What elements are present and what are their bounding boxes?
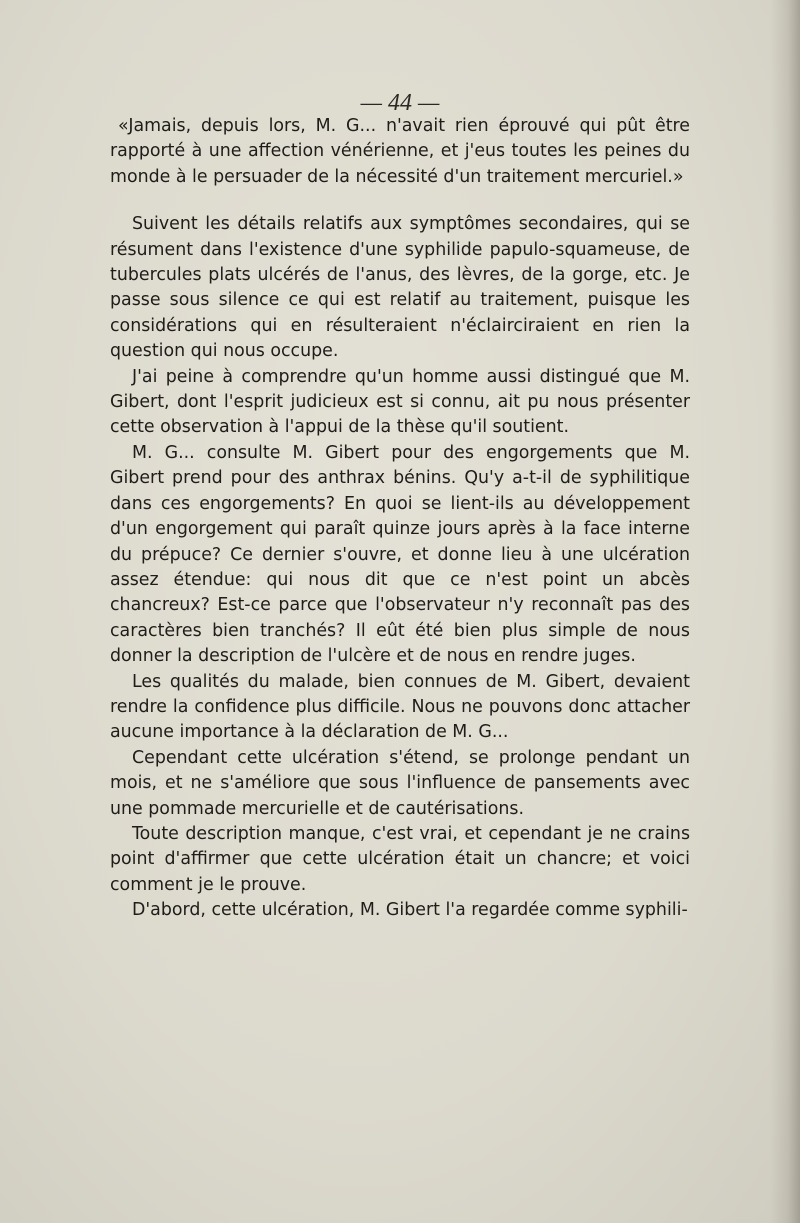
page-number: — 44 — <box>360 90 440 116</box>
paragraph-5: Les qualités du malade, bien connues de M. Gibert, devaient rendre la confidence plus difficile. Nous ne pouvons donc attacher aucune importance à la déclaration de M. G... <box>110 671 690 743</box>
paragraph-7: Toute description manque, c'est vrai, et cependant je ne crains point d'affirmer que cette ulcération était un chancre; et voici comment je le prouve. <box>110 823 690 895</box>
paragraph-2: Suivent les détails relatifs aux symptômes secondaires, qui se résument dans l'existence d'une syphilide papulo-squameuse, de tubercules plats ulcérés de l'anus, des lèvres, de la gorge, etc. Je passe sous silence ce qui est relatif au traitement, puisque les considérations qui en résulteraient n'éclairciraient en rien la question qui nous occupe. <box>110 214 690 362</box>
body-text <box>110 114 690 924</box>
paragraph-1: «Jamais, depuis lors, M. G... n'avait rien éprouvé qui pût être rapporté à une affection vénérienne, et j'eus toutes les peines du monde à le persuader de la nécessité d'un traitement mercuriel.» <box>110 116 690 187</box>
paragraph-6: Cependant cette ulcération s'étend, se prolonge pendant un mois, et ne s'améliore que sous l'influence de pansements avec une pommade mercurielle et de cautérisations. <box>110 747 690 819</box>
page-edge-shadow <box>770 0 800 1223</box>
paragraph-4: M. G... consulte M. Gibert pour des engorgements que M. Gibert prend pour des anthrax bénins. Qu'y a-t-il de syphilitique dans ces engorgements? En quoi se lient-ils au développement d'un engorgement qui paraît quinze jours après à la face interne du prépuce? Ce dernier s'ouvre, et donne lieu à une ulcération assez étendue: qui nous dit que ce n'est point un abcès chancreux? Est-ce parce que l'observateur n'y reconnaît pas des caractères bien tranchés? Il eût été bien plus simple de nous donner la description de l'ulcère et de nous en rendre juges. <box>110 442 690 667</box>
paragraph-8: D'abord, cette ulcération, M. Gibert l'a regardée comme syphili- <box>132 900 688 921</box>
paragraph-3: J'ai peine à comprendre qu'un homme aussi distingué que M. Gibert, dont l'esprit judicieux est si connu, ait pu nous présenter cette observation à l'appui de la thèse qu'il soutient. <box>110 366 690 438</box>
